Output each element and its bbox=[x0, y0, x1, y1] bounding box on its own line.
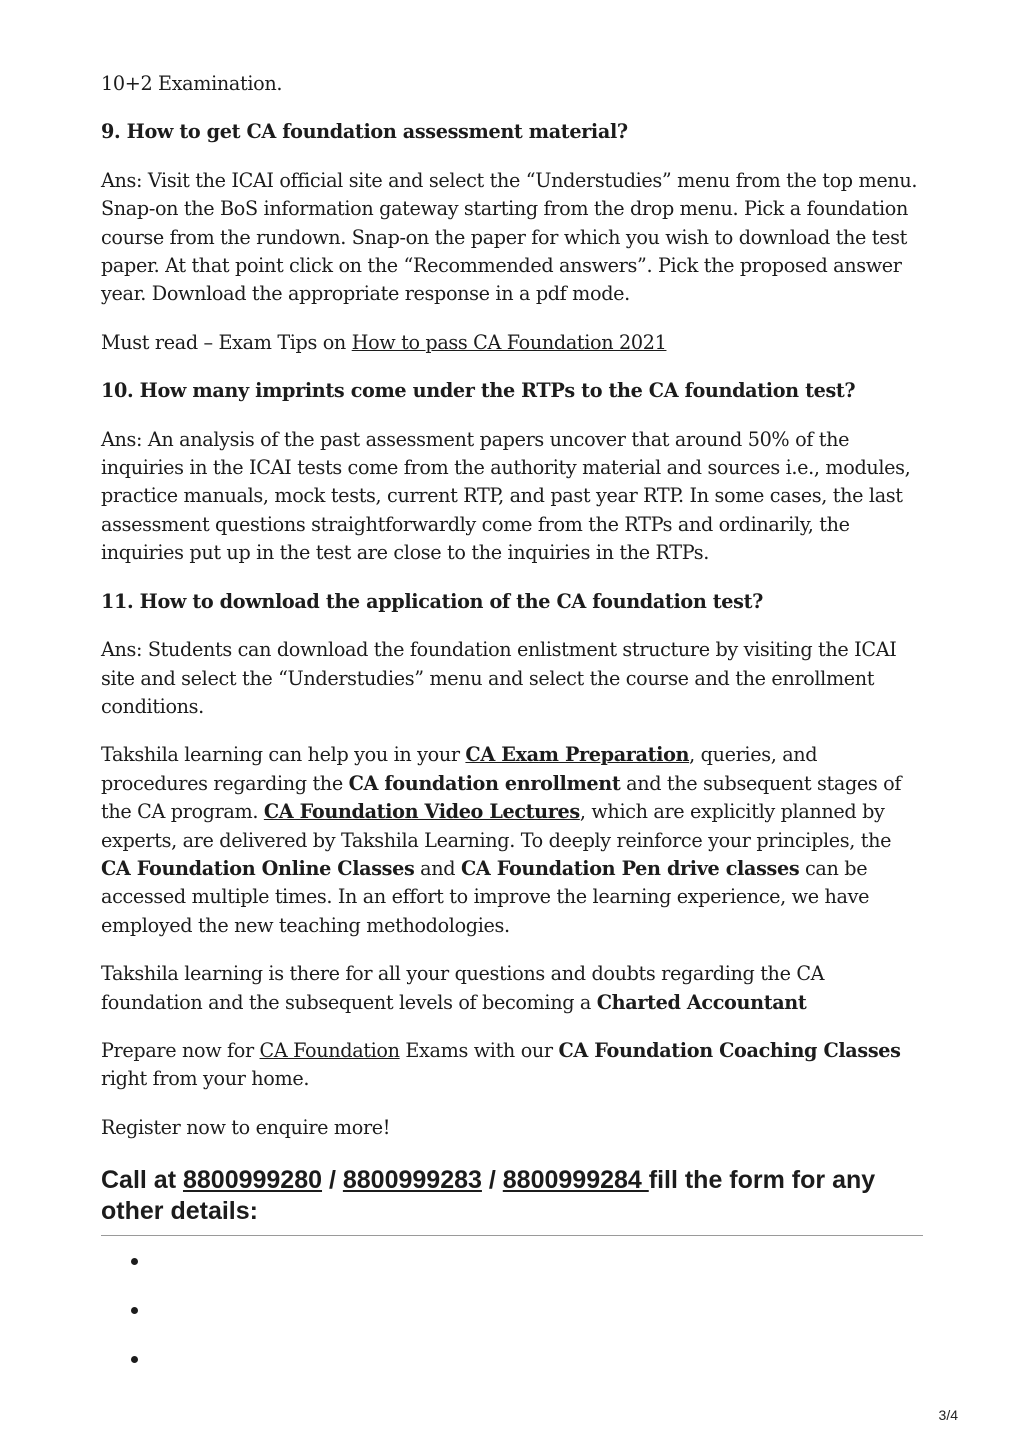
bold-charted-accountant: Charted Accountant bbox=[596, 990, 807, 1014]
answer-10: Ans: An analysis of the past assessment papers uncover that around 50% of the inquiries in the ICAI tests come from the authority material and sources i.e., modules, practice manuals, mock tests, current RTP, and past year RTP. In some cases, the last assessment questions straightforwardly come from the RTPs and ordinarily, the inquiries put up in the test are close to the inquiries in the RTPs. bbox=[101, 427, 911, 565]
bullet-icon bbox=[131, 1258, 138, 1265]
phone-link-2[interactable]: 8800999283 bbox=[342, 1166, 482, 1195]
separator: / bbox=[322, 1166, 343, 1195]
answer-11: Ans: Students can download the foundation enlistment structure by visiting the ICAI site and select the “Understudies” menu and select the course and the enrollment conditions. bbox=[101, 638, 897, 718]
question-11: 11. How to download the application of the CA foundation test? bbox=[101, 589, 763, 613]
call-suffix: fill the form for any other details: bbox=[101, 1166, 876, 1226]
questions-paragraph bbox=[101, 960, 923, 1017]
empty-bullet-list bbox=[101, 1236, 923, 1383]
text-span: , queries, and procedures regarding the bbox=[101, 743, 818, 795]
bold-online-classes: CA Foundation Online Classes bbox=[101, 856, 415, 880]
list-item bbox=[101, 1236, 923, 1285]
call-heading bbox=[101, 1165, 923, 1236]
question-9: 9. How to get CA foundation assessment material? bbox=[101, 120, 628, 144]
text-span: Takshila learning can help you in your bbox=[101, 743, 466, 767]
text-span: right from your home. bbox=[101, 1067, 310, 1091]
bold-ca-foundation-enrollment: CA foundation enrollment bbox=[348, 771, 621, 795]
document-page bbox=[101, 70, 923, 1383]
intro-text: 10+2 Examination. bbox=[101, 72, 283, 95]
page-number: 3/4 bbox=[938, 1407, 958, 1423]
list-item bbox=[101, 1334, 923, 1383]
phone-link-1[interactable]: 8800999280 bbox=[182, 1166, 323, 1195]
how-to-pass-link[interactable]: How to pass CA Foundation 2021 bbox=[351, 330, 667, 354]
text-span: Prepare now for bbox=[101, 1038, 260, 1062]
prepare-paragraph bbox=[101, 1037, 923, 1094]
phone-link-3[interactable]: 8800999284 bbox=[502, 1166, 649, 1195]
must-read-prefix: Must read – Exam Tips on bbox=[101, 330, 352, 354]
text-span: Takshila learning is there for all your questions and doubts regarding the CA foundation and the subsequent levels of becoming a bbox=[101, 962, 825, 1014]
register-text: Register now to enquire more! bbox=[101, 1115, 391, 1139]
text-span: and the subsequent stages of the CA program. bbox=[101, 771, 902, 824]
separator: / bbox=[481, 1166, 503, 1195]
text-span: and bbox=[414, 856, 461, 880]
ca-exam-preparation-link[interactable]: CA Exam Preparation bbox=[465, 743, 690, 767]
bold-coaching-classes: CA Foundation Coaching Classes bbox=[558, 1038, 901, 1062]
call-prefix: Call at bbox=[101, 1166, 183, 1195]
must-read-line bbox=[101, 329, 923, 357]
bullet-icon bbox=[131, 1356, 138, 1363]
text-span: can be accessed multiple times. In an effort to improve the learning experience, we have employed the new teaching methodologies. bbox=[101, 856, 870, 937]
list-item bbox=[101, 1285, 923, 1334]
question-10: 10. How many imprints come under the RTPs to the CA foundation test? bbox=[101, 379, 856, 403]
takshila-paragraph bbox=[101, 741, 923, 940]
text-span: , which are explicitly planned by experts, are delivered by Takshila Learning. To deeply reinforce your principles, the bbox=[101, 800, 892, 852]
bold-pen-drive-classes: CA Foundation Pen drive classes bbox=[460, 856, 800, 880]
answer-9: Ans: Visit the ICAI official site and select the “Understudies” menu from the top menu. Snap-on the BoS information gateway starting from the drop menu. Pick a foundation course from the rundown. Snap-on the paper for which you wish to download the test paper. At that point click on the “Recommended answers”. Pick the proposed answer year. Download the appropriate response in a pdf mode. bbox=[101, 168, 918, 306]
text-span: Exams with our bbox=[399, 1038, 559, 1062]
ca-foundation-video-lectures-link[interactable]: CA Foundation Video Lectures bbox=[263, 800, 580, 824]
bullet-icon bbox=[131, 1307, 138, 1314]
ca-foundation-link[interactable]: CA Foundation bbox=[259, 1038, 400, 1062]
